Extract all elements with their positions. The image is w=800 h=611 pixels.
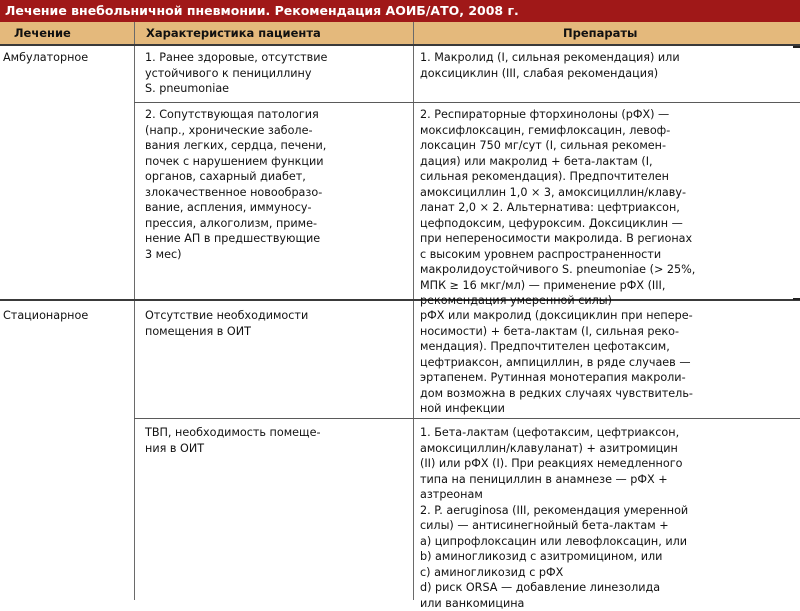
header-drugs: Препараты bbox=[563, 26, 638, 40]
row-divider-2 bbox=[134, 418, 800, 419]
title-bar bbox=[0, 0, 800, 22]
row-1-patient: 1. Ранее здоровые, отсутствие устойчивого к пенициллину S. pneumoniae bbox=[145, 51, 328, 95]
column-divider-2 bbox=[413, 22, 414, 600]
row-divider-1 bbox=[134, 102, 800, 103]
table-header-row bbox=[0, 22, 800, 44]
header-treatment: Лечение bbox=[14, 26, 71, 40]
row-1-treatment: Амбулаторное bbox=[3, 51, 89, 64]
row-2-patient: 2. Сопутствующая патология (напр., хронические заболе- вания легких, сердца, печени, почек с нарушением функции органов, сахарный диабет, злокачественное новообразо- вание, аспления, иммуносу- прессия, алкоголизм, приме- нение АП в предшествующие 3 мес) bbox=[145, 108, 327, 261]
row-2-drugs: 2. Респираторные фторхинолоны (рФХ) — моксифлоксацин, гемифлоксацин, левоф- локсацин 750 мг/сут (I, сильная рекомен- дация) или макролид + бета-лактам (I, сильная рекомендация). Предпочтителен амоксициллин 1,0 × 3, амоксициллин/клаву- ланат 2,0 × 2. Альтернатива: цефтриаксон, цефподоксим, цефуроксим. Доксициклин — при непереносимости макролида. В регионах с высоким уровнем распространенности макролидоустойчивого S. pneumoniae (> 25%, МПК ≥ 16 мкг/мл) — применение рФХ (III, рекомендация умеренной силы) bbox=[420, 108, 696, 307]
row-1-drugs: 1. Макролид (I, сильная рекомендация) или доксициклин (III, слабая рекомендация) bbox=[420, 51, 680, 80]
row-3-patient: Отсутствие необходимости помещения в ОИТ bbox=[145, 309, 309, 338]
header-patient: Характеристика пациента bbox=[146, 26, 321, 40]
edge-mark bbox=[793, 46, 800, 48]
row-4-drugs: 1. Бета-лактам (цефотаксим, цефтриаксон, амоксициллин/клавуланат) + азитромицин (II) или рФХ (I). При реакциях немедленного типа на пенициллин в анамнезе — рФХ + азтреонам 2. P. aeruginosa (III, рекомендация умеренной силы) — антисинегнойный бета-лактам + a) ципрофлоксацин или левофлоксацин, или b) аминогликозид с азитромицином, или c) аминогликозид с рФХ d) риск ORSA — добавление линезолида или ванкомицина bbox=[420, 426, 689, 610]
row-4-patient: ТВП, необходимость помеще- ния в ОИТ bbox=[145, 426, 321, 455]
row-3-drugs: рФХ или макролид (доксициклин при непере- носимости) + бета-лактам (I, сильная реко- мендация). Предпочтителен цефотаксим, цефтриаксон, ампициллин, в ряде случаев — эртапенем. Рутинная монотерапия макроли- дом возможна в редких случаях чувствитель- ной инфекции bbox=[420, 309, 693, 415]
header-bottom-border bbox=[0, 44, 800, 46]
row-3-treatment: Стационарное bbox=[3, 309, 89, 322]
column-divider-1 bbox=[134, 22, 135, 600]
table-title: Лечение внебольничной пневмонии. Рекомендация АОИБ/АТО, 2008 г. bbox=[5, 3, 519, 18]
